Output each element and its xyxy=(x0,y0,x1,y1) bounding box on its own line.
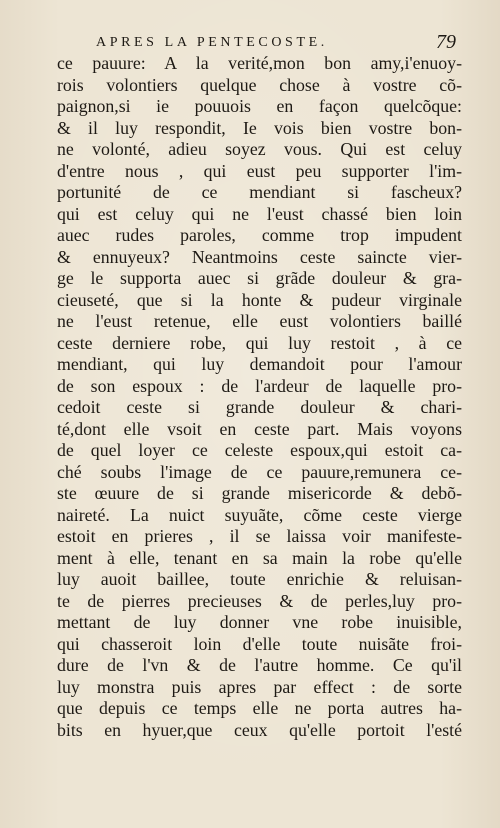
text-line: auec rudes paroles, comme trop impudent xyxy=(57,225,462,245)
text-line: ment à elle, tenant en sa main la robe qu'elle xyxy=(57,547,462,568)
text-line: ne l'eust retenue, elle eust volontiers baillé xyxy=(57,311,462,331)
text-line: de son espoux : de l'ardeur de laquelle pro- xyxy=(57,375,462,396)
page-number: 79 xyxy=(436,31,456,53)
text-line: portunité de ce mendiant si fascheux? xyxy=(57,182,462,202)
text-line: rois volontiers quelque chose à vostre cõ- xyxy=(57,74,462,95)
text-line: ce pauure: A la verité,mon bon amy,i'enuoy- xyxy=(57,53,462,73)
text-line: dure de l'vn & de l'autre homme. Ce qu'il xyxy=(57,655,462,675)
text-line: ge le supporta auec si grãde douleur & gra- xyxy=(57,268,462,288)
text-line: luy monstra puis apres par effect : de sorte xyxy=(57,676,462,697)
text-line: qui est celuy qui ne l'eust chassé bien loin xyxy=(57,203,462,224)
text-line: paignon,si ie pouuois en façon quelcõque: xyxy=(57,96,462,116)
text-line: & ennuyeux? Neantmoins ceste saincte vier- xyxy=(57,246,462,267)
text-line: de quel loyer ce celeste espoux,qui estoit ca- xyxy=(57,440,462,460)
text-line: cedoit ceste si grande douleur & chari- xyxy=(57,397,462,417)
text-line: & il luy respondit, Ie vois bien vostre bon- xyxy=(57,117,462,138)
text-line: ne volonté, adieu soyez vous. Qui est celuy xyxy=(57,139,462,159)
text-line: bits en hyuer,que ceux qu'elle portoit l'esté xyxy=(57,719,462,740)
text-line: luy auoit baillee, toute enrichie & reluisan- xyxy=(57,569,462,589)
text-line: mettant de luy donner vne robe inuisible, xyxy=(57,612,462,632)
text-line: qui chasseroit loin d'elle toute nuisãte froi- xyxy=(57,633,462,654)
text-line: mendiant, qui luy demandoit pour l'amour xyxy=(57,354,462,374)
text-line: té,dont elle vsoit en ceste part. Mais voyons xyxy=(57,418,462,439)
text-line: ché soubs l'image de ce pauure,remunera ce- xyxy=(57,461,462,482)
text-line: d'entre nous , qui eust peu supporter l'im- xyxy=(57,160,462,181)
text-line: que depuis ce temps elle ne porta autres ha- xyxy=(57,698,462,718)
text-line: naireté. La nuict suyuãte, cõme ceste vierge xyxy=(57,504,462,525)
text-line: cieuseté, que si la honte & pudeur virginale xyxy=(57,289,462,310)
text-line: ceste derniere robe, qui luy restoit , à ce xyxy=(57,332,462,353)
body-text xyxy=(57,53,462,741)
text-line: te de pierres precieuses & de perles,luy pro- xyxy=(57,590,462,611)
running-head: APRES LA PENTECOSTE. xyxy=(96,35,328,50)
text-line: ste œuure de si grande misericorde & debõ- xyxy=(57,483,462,503)
text-line: estoit en prieres , il se laissa voir manifeste- xyxy=(57,526,462,546)
page-header xyxy=(96,31,456,55)
